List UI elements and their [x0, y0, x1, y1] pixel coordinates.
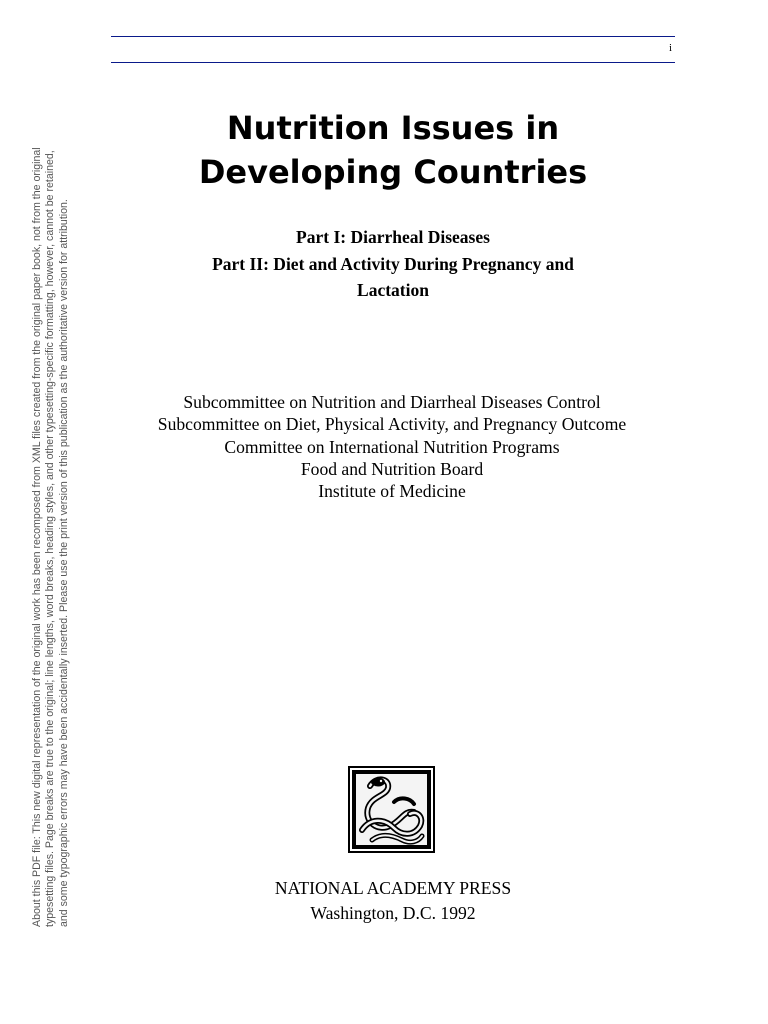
publisher-imprint [111, 876, 675, 926]
publication-place-date: Washington, D.C. 1992 [310, 903, 476, 923]
book-title-line: Developing Countries [198, 153, 588, 191]
header-rule-bottom [111, 62, 675, 63]
publisher-name: NATIONAL ACADEMY PRESS [274, 878, 512, 898]
book-title [111, 106, 675, 194]
book-subtitle [111, 224, 675, 304]
committee-line: Subcommittee on Nutrition and Diarrheal Diseases Control [183, 392, 601, 412]
subtitle-line: Lactation [357, 280, 429, 300]
serpent-icon [348, 766, 435, 853]
header-rule-top [111, 36, 675, 37]
attribution-note-line: typesetting files. Page breaks are true to the original; line lengths, word breaks, heading styles, and other typesetting-specific formatting, however, cannot be retained, [44, 150, 57, 927]
committee-list [90, 391, 694, 502]
subtitle-line: Part I: Diarrheal Diseases [296, 227, 490, 247]
book-title-line: Nutrition Issues in [226, 109, 560, 147]
committee-line: Food and Nutrition Board [300, 458, 484, 479]
committee-line: Institute of Medicine [318, 481, 466, 502]
page-number: i [669, 42, 673, 54]
attribution-note [31, 47, 71, 927]
attribution-note-line: About this PDF file: This new digital representation of the original work has been recomposed from XML files created from the original paper book, not from the original [31, 147, 43, 927]
subtitle-line: Part II: Diet and Activity During Pregnancy and [212, 253, 574, 274]
attribution-note-line: and some typographic errors may have been accidentally inserted. Please use the print version of this publication as the authoritative version for attribution. [57, 199, 70, 927]
committee-line: Subcommittee on Diet, Physical Activity, and Pregnancy Outcome [157, 414, 627, 435]
committee-line: Committee on International Nutrition Programs [224, 436, 560, 457]
